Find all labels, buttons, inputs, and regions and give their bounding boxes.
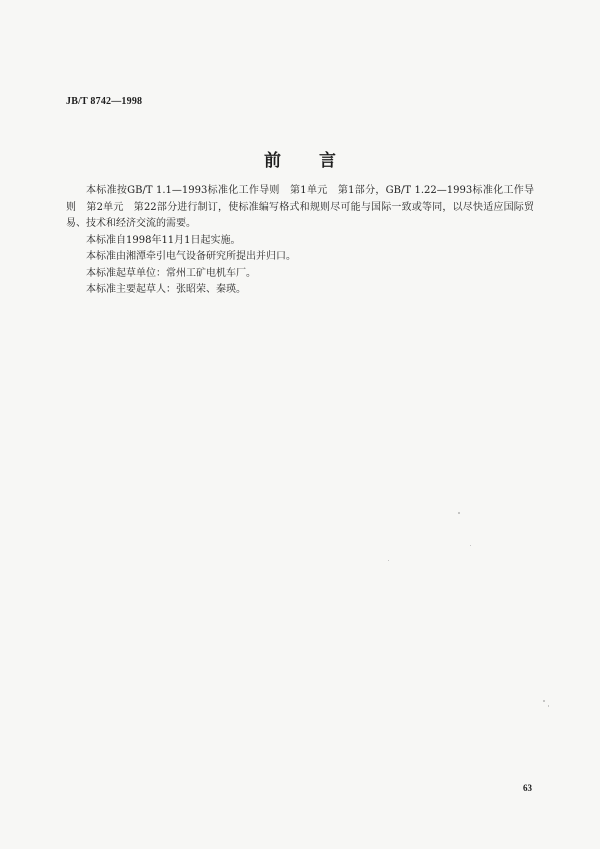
paragraph-effective-date: 本标准自1998年11月1日起实施。	[86, 234, 241, 246]
scan-speck	[548, 705, 549, 707]
scan-speck	[543, 700, 545, 702]
paragraph-proposer: 本标准由湘潭牵引电气设备研究所提出并归口。	[86, 251, 296, 262]
paragraph-scope: 本标准按GB/T 1.1—1993标准化工作导则 第1单元 第1部分，GB/T 1.22—1993标准化工作导则 第2单元 第22部分进行制订，使标准编写格式和规则尽可能与国际一致或等同，以尽快适应国际贸易、技术和经济交流的需要。	[66, 185, 534, 229]
scan-speck	[458, 512, 460, 514]
paragraph-drafters: 本标准主要起草人：张昭荣、秦瑛。	[86, 284, 246, 295]
scan-speck	[470, 545, 471, 546]
scan-speck	[388, 560, 389, 561]
preface-body	[66, 183, 534, 299]
preface-heading: 前言	[264, 151, 374, 171]
paragraph-drafting-unit: 本标准起草单位：常州工矿电机车厂。	[86, 267, 256, 279]
page-number: 63	[523, 783, 532, 793]
standard-code: JB/T 8742—1998	[66, 96, 143, 107]
